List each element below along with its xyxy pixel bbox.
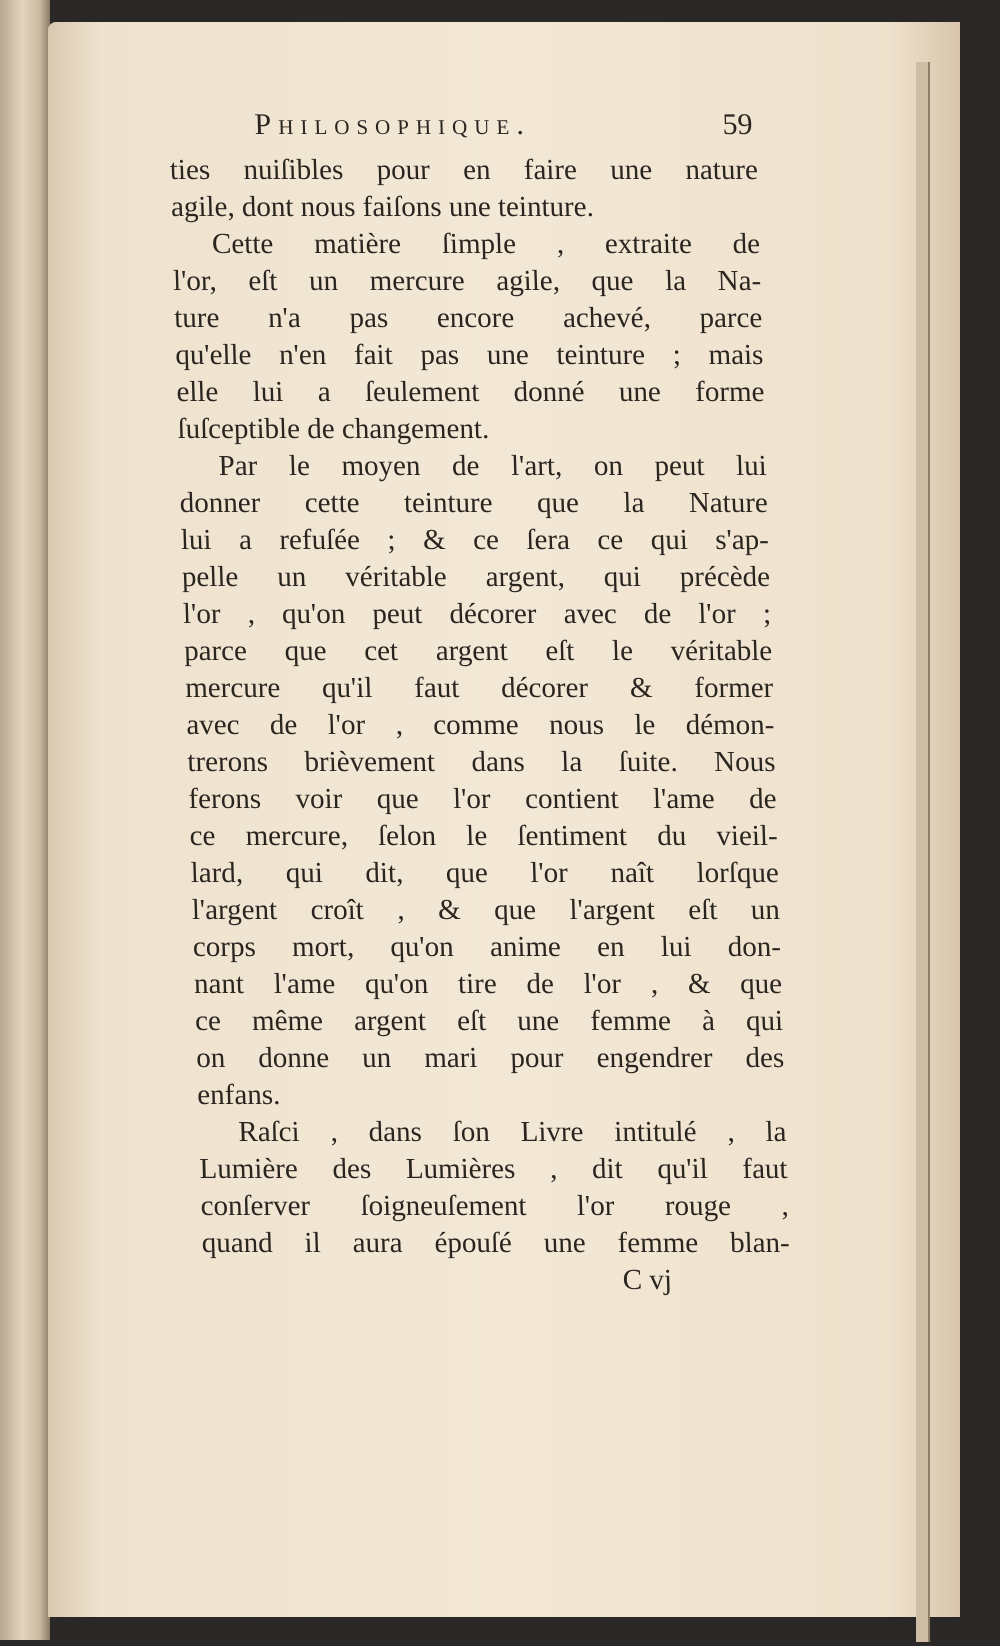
- text-line: qu'elle n'en fait pas une teinture ; mais: [174, 339, 764, 371]
- body-text: [169, 152, 790, 1262]
- text-line: quand il aura épouſé une femme blan-: [201, 1227, 791, 1259]
- text-line: avec de l'or , comme nous le démon-: [185, 709, 775, 741]
- text-line: ties nuiſibles pour en faire une nature: [169, 154, 759, 186]
- text-line: agile, dont nous faiſons une teinture.: [170, 191, 595, 223]
- text-line: conſerver ſoigneuſement l'or rouge ,: [200, 1190, 790, 1222]
- text-line: parce que cet argent eſt le véritable: [183, 635, 773, 667]
- text-line: lard, qui dit, que l'or naît lorſque: [190, 857, 780, 889]
- text-line: Lumière des Lumières , dit qu'il faut: [199, 1153, 788, 1185]
- text-line: ture n'a pas encore achevé, parce: [173, 302, 763, 334]
- text-line: ſuſceptible de changement.: [177, 413, 490, 445]
- text-line: mercure qu'il faut décorer & former: [184, 672, 774, 704]
- text-line: Raſci , dans ſon Livre intitulé , la: [237, 1116, 787, 1148]
- text-line: pelle un véritable argent, qui précède: [181, 561, 771, 593]
- page-number: 59: [722, 108, 753, 141]
- facing-page-edge: [0, 0, 50, 1640]
- text-line: l'or , qu'on peut décorer avec de l'or ;: [182, 598, 772, 630]
- text-line: ce mercure, ſelon le ſentiment du vieil-: [189, 820, 779, 852]
- text-line: ferons voir que l'or contient l'ame de: [188, 783, 777, 815]
- text-line: ce même argent eſt une femme à qui: [194, 1005, 784, 1037]
- text-line: nant l'ame qu'on tire de l'or , & que: [193, 968, 783, 1000]
- text-line: corps mort, qu'on anime en lui don-: [192, 931, 782, 963]
- text-line: l'argent croît , & que l'argent eſt un: [191, 894, 781, 926]
- text-line: donner cette teinture que la Nature: [179, 487, 769, 519]
- text-line: Cette matière ſimple , extraite de: [211, 228, 761, 260]
- text-line: l'or, eſt un mercure agile, que la Na-: [172, 265, 762, 297]
- text-line: on donne un mari pour engendrer des: [195, 1042, 785, 1074]
- text-line: Par le moyen de l'art, on peut lui: [218, 450, 768, 482]
- text-block: [168, 108, 791, 1299]
- text-line: enfans.: [196, 1079, 281, 1111]
- running-title: Philosophique.: [254, 108, 532, 141]
- text-line: lui a refuſée ; & ce ſera ce qui s'ap-: [180, 524, 770, 556]
- page-edge: [916, 62, 930, 1642]
- running-header: [168, 108, 757, 152]
- text-line: trerons brièvement dans la ſuite. Nous: [186, 746, 776, 778]
- text-line: elle lui a ſeulement donné une forme: [175, 376, 765, 408]
- signature-mark: C vj: [622, 1264, 673, 1296]
